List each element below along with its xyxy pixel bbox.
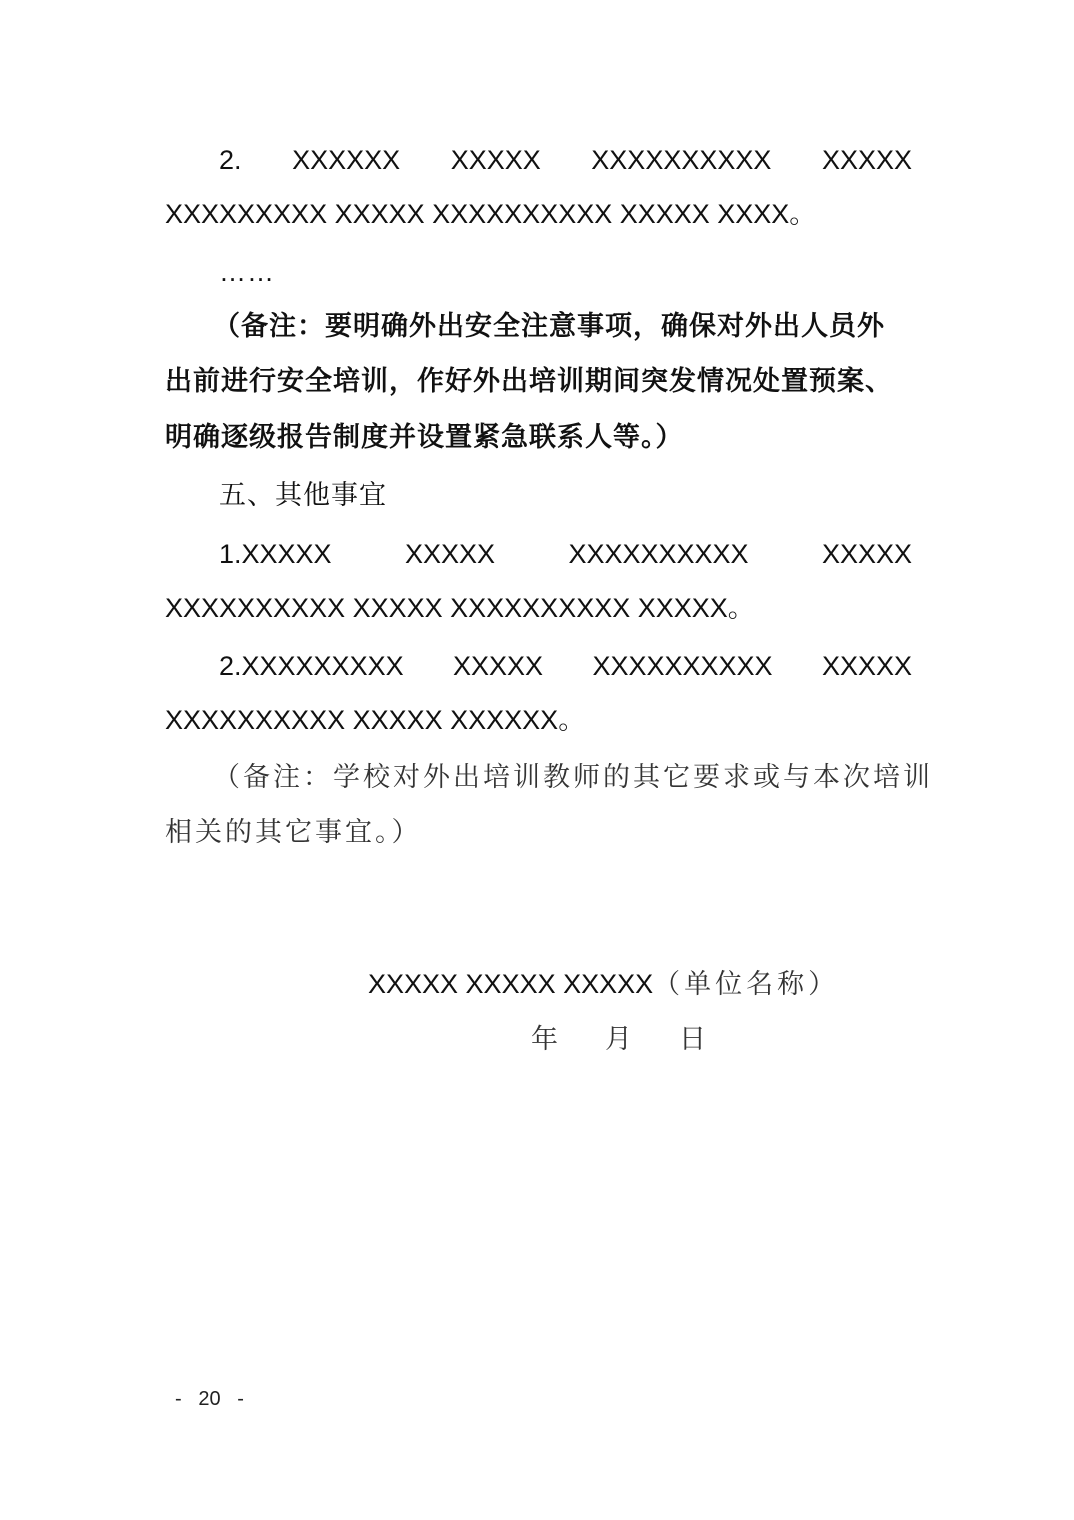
section-5-item-2-line-2: XXXXXXXXXX XXXXX XXXXXX。	[165, 705, 586, 735]
item-2-line-1: 2. XXXXXX XXXXX XXXXXXXXXX XXXXX	[219, 145, 912, 175]
signature-organization	[368, 964, 839, 1005]
safety-note-line-2: 出前进行安全培训，作好外出培训期间突发情况处置预案、	[165, 366, 893, 397]
section-5-item-1-line-2: XXXXXXXXXX XXXXX XXXXXXXXXX XXXXX。	[165, 593, 755, 623]
organization-label: （单位名称）	[653, 969, 840, 1000]
page-number: - 20 -	[175, 1388, 244, 1410]
section-5-note-line-2: 相关的其它事宜。）	[165, 817, 422, 848]
section-5-heading: 五、其他事宜	[219, 480, 387, 511]
safety-note-line-3: 明确逐级报告制度并设置紧急联系人等。）	[165, 422, 684, 453]
page-number-value: 20	[198, 1388, 221, 1410]
date-day: 日	[679, 1024, 706, 1055]
date-year: 年	[531, 1024, 558, 1055]
item-2-line-2: XXXXXXXXX XXXXX XXXXXXXXXX XXXXX XXXX。	[165, 199, 817, 229]
organization-placeholder: XXXXX XXXXX XXXXX	[368, 969, 654, 999]
section-5-note-line-1: （备注：学校对外出培训教师的其它要求或与本次培训	[213, 762, 933, 793]
safety-note-line-1: （备注：要明确外出安全注意事项，确保对外出人员外	[213, 311, 885, 342]
ellipsis: ……	[219, 257, 275, 287]
date-month: 月	[605, 1024, 632, 1055]
section-5-item-1-line-1: 1.XXXXX XXXXX XXXXXXXXXX XXXXX	[219, 539, 912, 569]
section-5-item-2-line-1: 2.XXXXXXXXX XXXXX XXXXXXXXXX XXXXX	[219, 651, 912, 681]
